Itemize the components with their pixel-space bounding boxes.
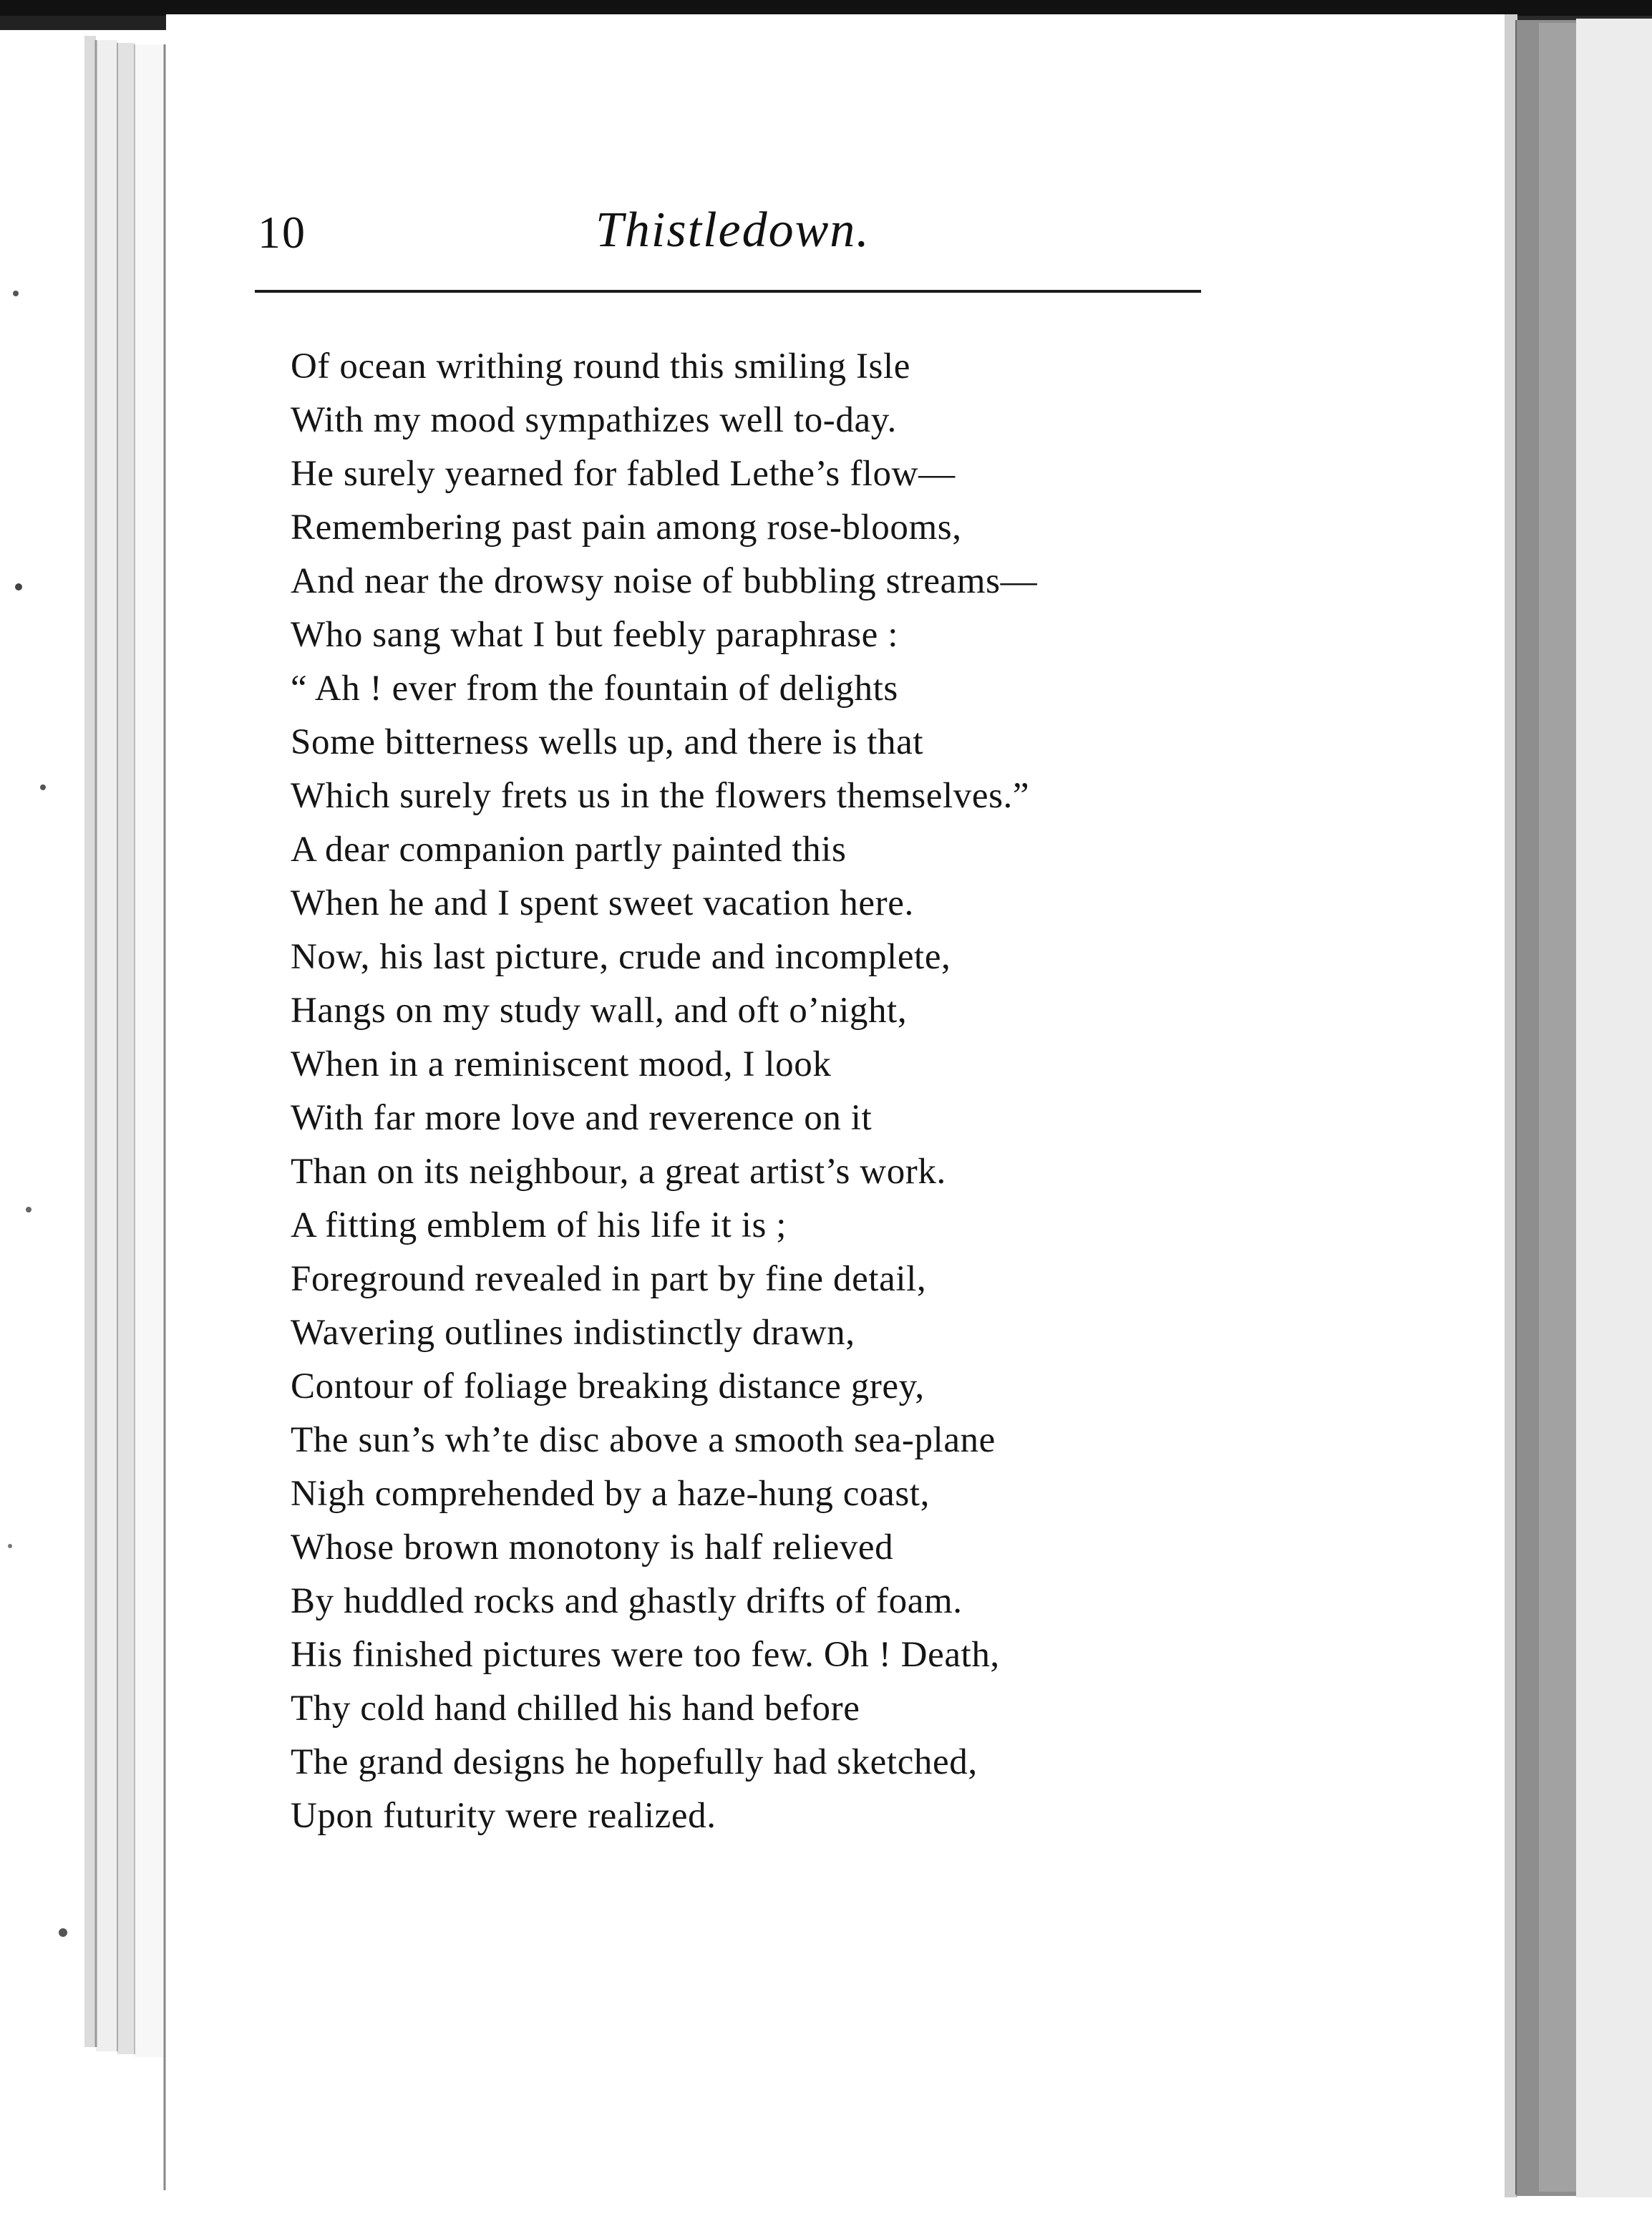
poem-line: Remembering past pain among rose-blooms, bbox=[291, 507, 962, 548]
poem-line: Than on its neighbour, a great artist’s work. bbox=[291, 1152, 946, 1192]
poem-line: Now, his last picture, crude and incomplete, bbox=[291, 937, 951, 977]
poem-line: He surely yearned for fabled Lethe’s flow— bbox=[291, 454, 956, 494]
poem-line: Whose brown monotony is half relieved bbox=[291, 1527, 894, 1568]
poem-line: And near the drowsy noise of bubbling streams— bbox=[291, 561, 1038, 601]
poem-line: His finished pictures were too few. Oh ! Death, bbox=[291, 1635, 1000, 1675]
poem-line: The sun’s wh’te disc above a smooth sea-plane bbox=[291, 1420, 996, 1460]
poem-line: A fitting emblem of his life it is ; bbox=[291, 1205, 787, 1245]
poem-line: With far more love and reverence on it bbox=[291, 1098, 873, 1138]
page-number: 10 bbox=[258, 207, 306, 258]
poem-line: Contour of foliage breaking distance grey, bbox=[291, 1366, 925, 1406]
poem-line: “ Ah ! ever from the fountain of delights bbox=[291, 669, 898, 709]
poem-line: Who sang what I but feebly paraphrase : bbox=[291, 615, 899, 655]
poem-line: When in a reminiscent mood, I look bbox=[291, 1044, 832, 1084]
poem-line: When he and I spent sweet vacation here. bbox=[291, 883, 914, 923]
poem-line: By huddled rocks and ghastly drifts of foam. bbox=[291, 1581, 963, 1621]
header-rule bbox=[255, 290, 1201, 293]
poem-line: Hangs on my study wall, and oft o’night, bbox=[291, 991, 908, 1031]
poem-line: Wavering outlines indistinctly drawn, bbox=[291, 1313, 855, 1353]
poem-line: Upon futurity were realized. bbox=[291, 1796, 716, 1836]
poem-line: A dear companion partly painted this bbox=[291, 830, 847, 870]
poem-line: With my mood sympathizes well to-day. bbox=[291, 400, 897, 440]
poem-line: Which surely frets us in the flowers themselves.” bbox=[291, 776, 1030, 816]
poem-body bbox=[291, 340, 1321, 1843]
poem-line: Of ocean writhing round this smiling Isle bbox=[291, 346, 910, 387]
poem-line: Foreground revealed in part by fine detail, bbox=[291, 1259, 927, 1299]
poem-line: The grand designs he hopefully had sketched, bbox=[291, 1742, 978, 1782]
poem-line: Some bitterness wells up, and there is that bbox=[291, 722, 924, 762]
poem-line: Nigh comprehended by a haze-hung coast, bbox=[291, 1474, 930, 1514]
poem-line: Thy cold hand chilled his hand before bbox=[291, 1688, 860, 1729]
running-title: Thistledown. bbox=[596, 203, 870, 258]
